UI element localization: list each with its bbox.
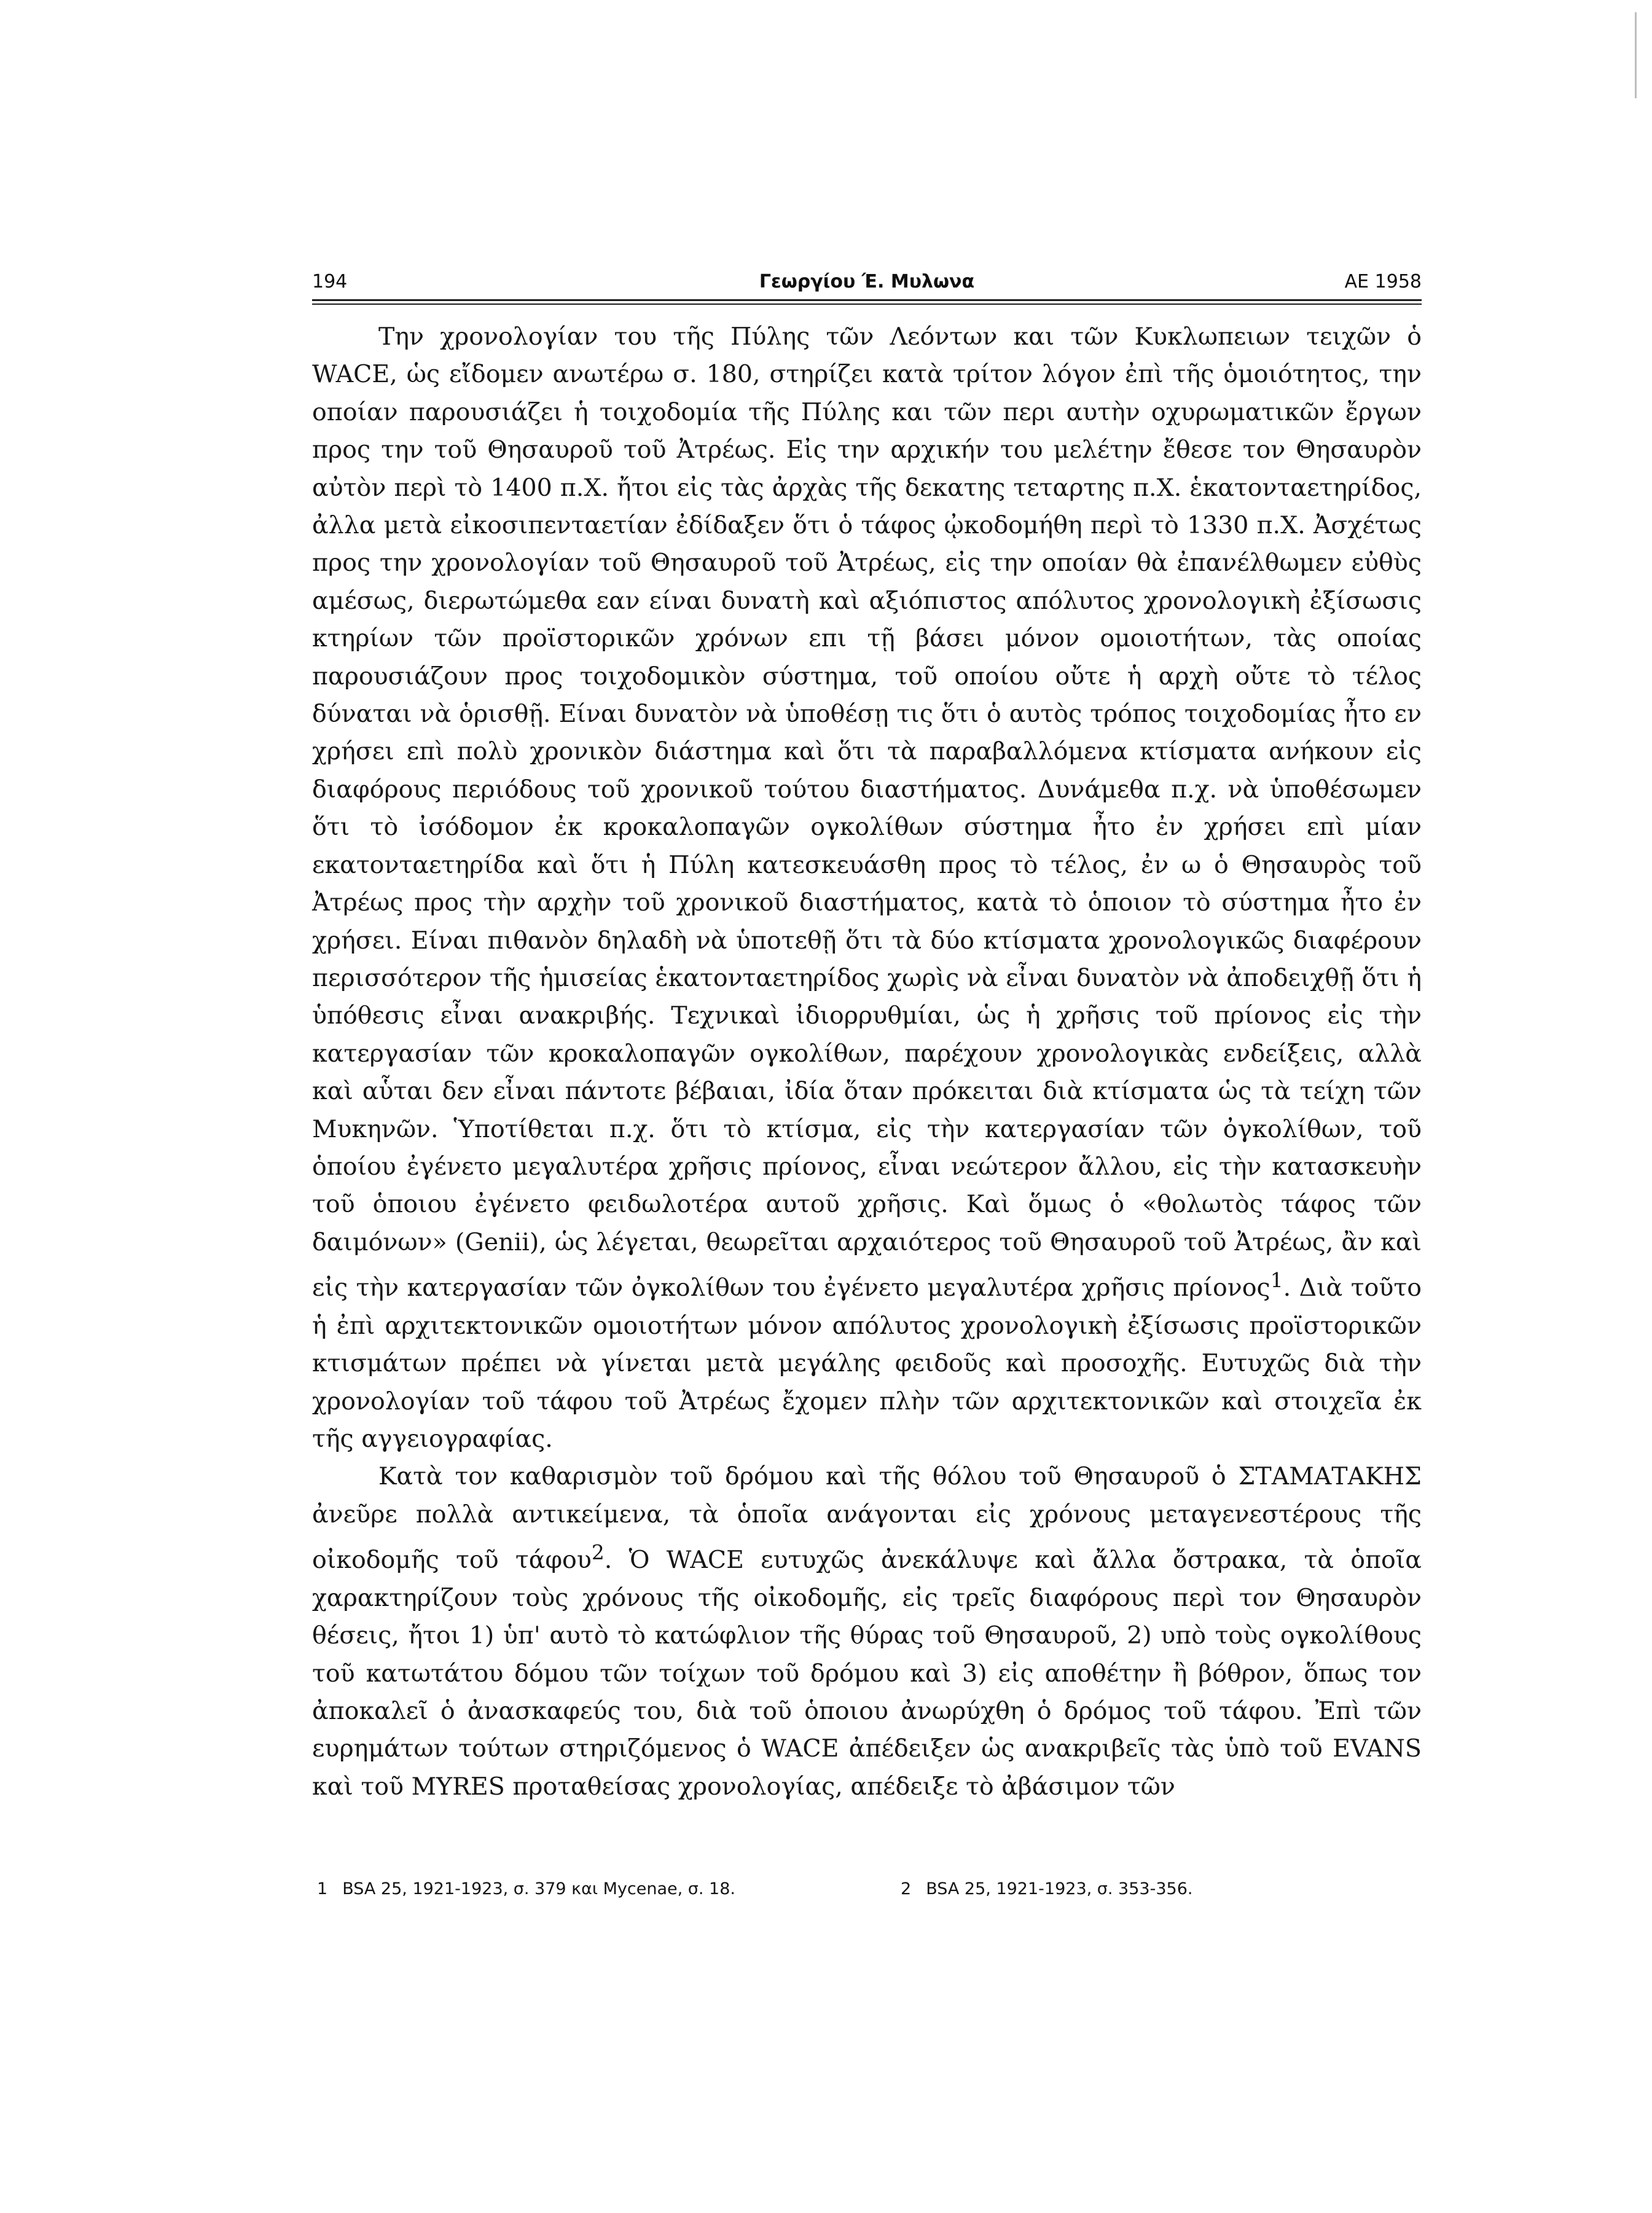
paragraph-text: Την χρονολογίαν του τῆς Πύλης τῶν Λεόντων και τῶν Κυκλωπειων τειχῶν ὁ WACE, ὡς εἴδομεν ανωτέρω σ. 180, στηρίζει κατὰ τρίτον λόγον ἐπὶ τῆς ὁμοιότητος, την οποίαν παρουσιάζει ἡ τοιχοδομία τῆς Πύλης και τῶν περι αυτὴν οχυρωματικῶν ἔργων προς την τοῦ Θησαυροῦ τοῦ Ἀτρέως. Εἰς την αρχικήν του μελέτην ἔθεσε τον Θησαυρὸν αὐτὸν περὶ τὸ 1400 π.Χ. ἤτοι εἰς τὰς ἀρχὰς τῆς δεκατης τεταρτης π.Χ. ἑκατονταετηρίδος, ἀλλα μετὰ εἰκοσιπενταετίαν ἐδίδαξεν ὅτι ὁ τάφος ᾠκοδομήθη περὶ τὸ 1330 π.Χ. Ἀσχέτως προς την χρονολογίαν τοῦ Θησαυροῦ τοῦ Ἀτρέως, εἰς την οποίαν θὰ ἐπανέλθωμεν εὐθὺς αμέσως, διερωτώμεθα εαν είναι δυνατὴ καὶ αξιόπιστος απόλυτος χρονολογικὴ ἐξίσωσις κτηρίων τῶν προϊστορικῶν χρόνων επι τῇ βάσει μόνον ομοιοτήτων, τὰς οποίας παρουσιάζουν προς τοιχοδομικὸν σύστημα, τοῦ οποίου οὔτε ἡ αρχὴ οὔτε τὸ τέλος δύναται νὰ ὁρισθῇ. Είναι δυνατὸν νὰ ὑποθέσῃ τις ὅτι ὁ αυτὸς τρόπος τοιχοδομίας ἦτο εν χρήσει επὶ πολὺ χρονικὸν διάστημα καὶ ὅτι τὰ παραβαλλόμενα κτίσματα ανήκουν εἰς διαφόρους περιόδους τοῦ χρονικοῦ τούτου διαστήματος. Δυνάμεθα π.χ. νὰ ὑποθέσωμεν ὅτι τὸ ἰσόδομον ἐκ κροκαλοπαγῶν ογκολίθων σύστημα ἦτο ἐν χρήσει επὶ μίαν εκατονταετηρίδα καὶ ὅτι ἡ Πύλη κατεσκευάσθη προς τὸ τέλος, ἐν ω ὁ Θησαυρὸς τοῦ Ἀτρέως προς τὴν αρχὴν τοῦ χρονικοῦ διαστήματος, κατὰ τὸ ὁποιον τὸ σύστημα ἦτο ἐν χρήσει. Είναι πιθανὸν δηλαδὴ νὰ ὑποτεθῇ ὅτι τὰ δύο κτίσματα χρονολογικῶς διαφέρουν περισσότερον τῆς ἡμισείας ἑκατονταετηρίδος χωρὶς νὰ εἶναι δυνατὸν νὰ ἀποδειχθῇ ὅτι ἡ ὑπόθεσις εἶναι ανακριβής. Τεχνικαὶ ἰδιορρυθμίαι, ὡς ἡ χρῆσις τοῦ πρίονος εἰς τὴν κατεργασίαν τῶν κροκαλοπαγῶν ογκολίθων, παρέχουν χρονολογικὰς ενδείξεις, αλλὰ καὶ αὗται δεν εἶναι πάντοτε βέβαιαι, ἰδία ὅταν πρόκειται διὰ κτίσματα ὡς τὰ τείχη τῶν Μυκηνῶν. Ὑποτίθεται π.χ. ὅτι τὸ κτίσμα, εἰς τὴν κατεργασίαν τῶν ὀγκολίθων, τοῦ ὁποίου ἐγένετο μεγαλυτέρα χρῆσις πρίονος, εἶναι νεώτερον ἄλλου, εἰς τὴν κατασκευὴν τοῦ ὁποιου ἐγένετο φειδωλοτέρα αυτοῦ χρῆσις. Καὶ ὅμως ὁ «θολωτὸς τάφος τῶν δαιμόνων» (Genii), ὡς λέγεται, θεωρεῖται αρχαιότερος τοῦ Θησαυροῦ τοῦ Ἀτρέως, ἂν καὶ εἰς τὴν κατεργασίαν τῶν ὀγκολίθων του ἐγένετο μεγαλυτέρα χρῆσις πρίονος [312, 323, 1422, 1302]
running-head [312, 266, 1422, 298]
paragraph-text: . Ὁ WACE ευτυχῶς ἀνεκάλυψε καὶ ἄλλα ὄστρακα, τὰ ὁποῖα χαρακτηρίζουν τοὺς χρόνους τῆς οἰκοδομῆς, εἰς τρεῖς διαφόρους περὶ τον Θησαυρὸν θέσεις, ἤτοι 1) ὑπ' αυτὸ τὸ κατώφλιον τῆς θύρας τοῦ Θησαυροῦ, 2) υπὸ τοὺς ογκολίθους τοῦ κατωτάτου δόμου τῶν τοίχων τοῦ δρόμου καὶ 3) εἰς αποθέτην ἢ βόθρον, ὅπως τον ἀποκαλεῖ ὁ ἀνασκαφεύς του, διὰ τοῦ ὁποιου ἀνωρύχθη ὁ δρόμος τοῦ τάφου. Ἐπὶ τῶν ευρημάτων τούτων στηριζόμενος ὁ WACE ἀπέδειξεν ὡς ανακριβεῖς τὰς ὑπὸ τοῦ EVANS καὶ τοῦ MYRES προταθείσας χρονολογίας, απέδειξε τὸ ἀβάσιμον τῶν [312, 1546, 1422, 1801]
running-journal: ΑΕ 1958 [1344, 271, 1422, 292]
footnote-number: 1 [317, 1879, 328, 1898]
footnotes [317, 1876, 1423, 1903]
footnote-text: BSA 25, 1921-1923, σ. 353-356. [926, 1879, 1193, 1898]
paragraph [312, 318, 1422, 1458]
page [312, 266, 1422, 1806]
footnote [901, 1876, 1192, 1903]
paragraph-text: . Διὰ τοῦτο ἡ ἐπὶ αρχιτεκτονικῶν ομοιοτήτων μόνον απόλυτος χρονολογικὴ ἐξίσωσις προϊστορικῶν κτισμάτων πρέπει νὰ γίνεται μετὰ μεγάλης φειδοῦς καὶ προσοχῆς. Ευτυχῶς διὰ τὴν χρονολογίαν τοῦ τάφου τοῦ Ἀτρέως ἔχομεν πλὴν τῶν αρχιτεκτονικῶν καὶ στοιχεῖα ἐκ τῆς αγγειογραφίας. [312, 1274, 1422, 1453]
paragraph-text: Κατὰ τον καθαρισμὸν τοῦ δρόμου καὶ τῆς θόλου τοῦ Θησαυροῦ ὁ ΣΤΑΜΑΤΑΚΗΣ ἀνεῦρε πολλὰ αντικείμενα, τὰ ὁποῖα ανάγονται εἰς χρόνους μεταγενεστέρους τῆς οἰκοδομῆς τοῦ τάφου [312, 1462, 1422, 1575]
running-author: Γεωργίου Έ. Μυλωνα [759, 271, 975, 292]
header-rule [312, 299, 1422, 305]
paragraph [312, 1458, 1422, 1806]
footnote-ref: 1 [1270, 1268, 1283, 1293]
footnote-ref: 2 [591, 1540, 605, 1565]
footnote-text: BSA 25, 1921-1923, σ. 379 και Mycenae, σ. 18. [342, 1879, 735, 1898]
footnote [317, 1876, 735, 1903]
scan-edge [1631, 0, 1652, 129]
footnote-number: 2 [901, 1879, 912, 1898]
body-text [312, 318, 1422, 1806]
page-number: 194 [312, 271, 348, 292]
